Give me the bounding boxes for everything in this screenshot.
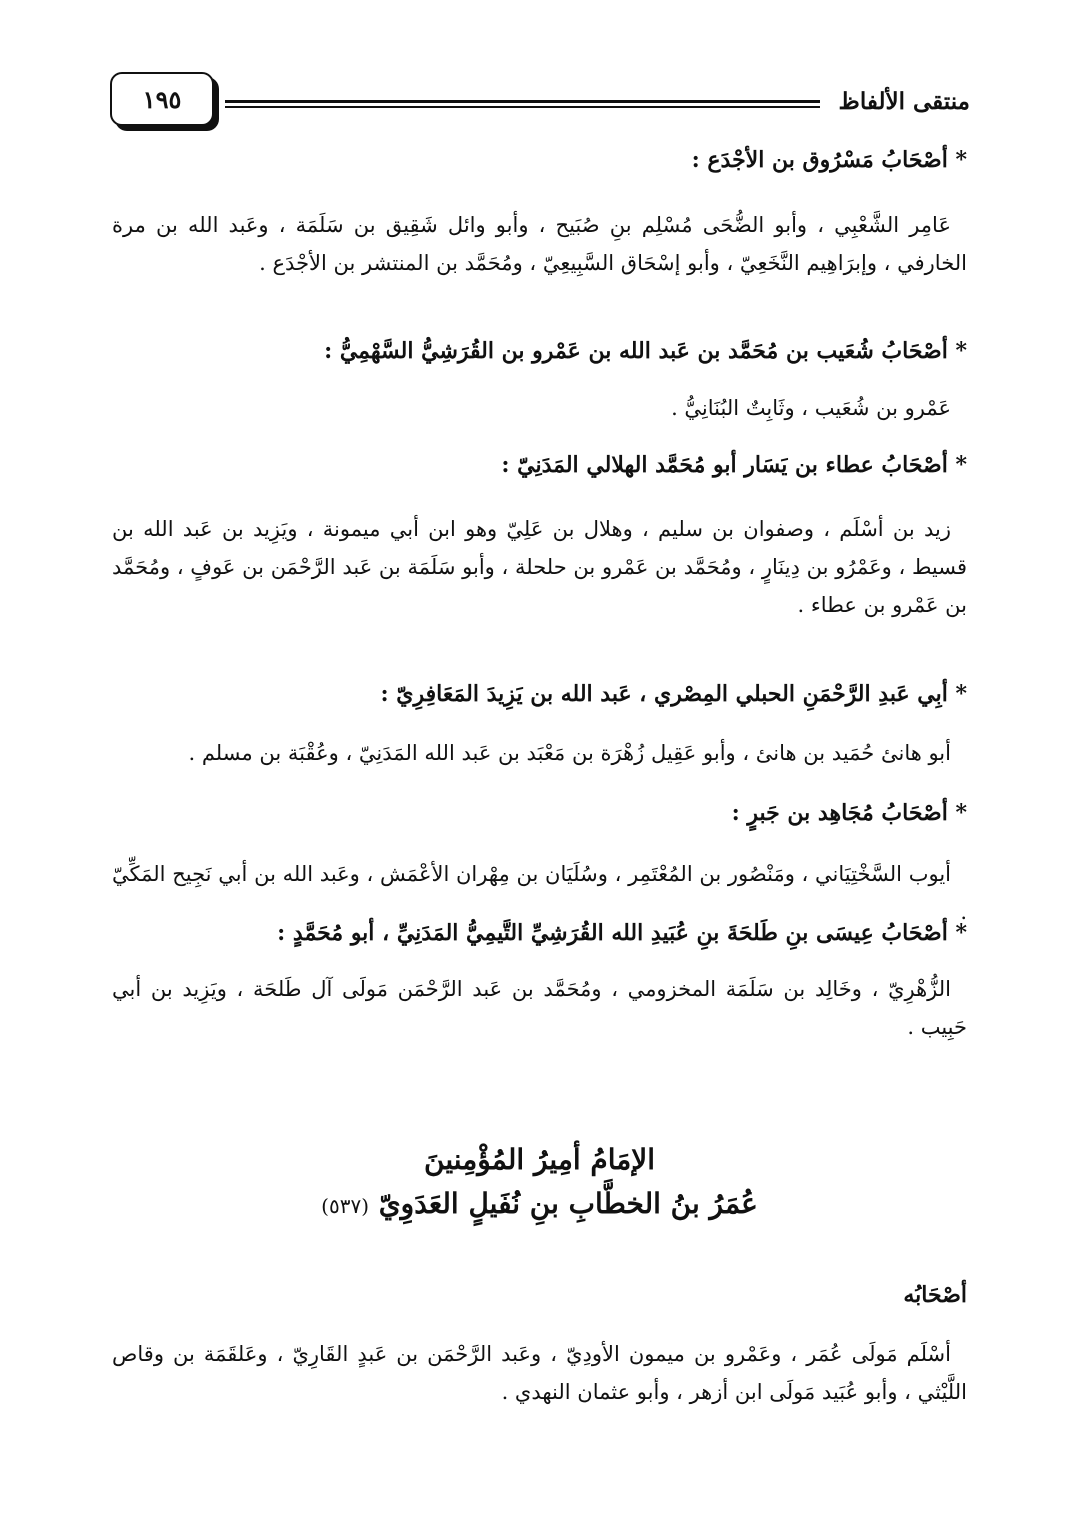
title-number: (٥٣٧) <box>321 1194 369 1218</box>
section-paragraph: أسْلَم مَولَى عُمَر ، وعَمْرو بن ميمون الأودِيّ ، وعَبد الرَّحْمَن بن عَبدٍ القَارِيّ ، وعَلقَمَة بن وقاص اللَّيْثي ، وأبو عُبَيد مَولَى ابن أزهر ، وأبو عثمان النهدي . <box>112 1342 967 1404</box>
section-paragraph: زيد بن أسْلَم ، وصفوان بن سليم ، وهلال بن عَلِيّ وهو ابن أبي ميمونة ، ويَزِيد بن عَبد الله بن قسيط ، وعَمْرُو بن دِينَارٍ ، ومُحَمَّد بن عَمْرو بن حلحلة ، وأبو سَلَمَة بن عَبد الرَّحْمَن بن عَوفٍ ، ومُحَمَّد بن عَمْرو بن عطاء . <box>112 517 967 617</box>
section-heading: * أبِي عَبدِ الرَّحْمَنِ الحبلي المِصْري ، عَبد الله بن يَزِيدَ المَعَافِرِيّ : <box>380 681 967 707</box>
page-number: ١٩٥ <box>110 72 214 126</box>
section-ata <box>112 447 967 483</box>
title-line-2 <box>112 1182 967 1228</box>
title-line-1: الإمَامُ أمِيرُ المُؤْمِنينَ <box>424 1143 655 1176</box>
section-paragraph: أبو هانئ حُمَيد بن هانئ ، وأبو عَقِيل زُهْرَة بن مَعْبَد بن عَبد الله المَدَنِيّ ، وعُقْبَة بن مسلم . <box>188 741 951 765</box>
section-heading: * أصْحَابُ شُعَيب بن مُحَمَّد بن عَبد الله بن عَمْرو بن القُرَشِيُّ السَّهْمِيُّ : <box>324 338 967 364</box>
section-shuayb <box>112 333 967 369</box>
section-paragraph: الزُّهْرِيّ ، وخَالِد بن سَلَمَة المخزومي ، ومُحَمَّد بن عَبد الرَّحْمَن مَولَى آل طَلحَة ، ويَزِيد بن أبي حَبِيب . <box>112 977 967 1039</box>
section-text <box>112 206 967 282</box>
section-heading: أصْحَابُه <box>903 1282 967 1308</box>
final-section <box>112 1277 967 1313</box>
section-text <box>112 1335 967 1411</box>
section-text <box>112 389 967 427</box>
section-text <box>112 970 967 1046</box>
chapter-title <box>112 1138 967 1228</box>
running-title: منتقى الألفاظ <box>838 88 970 115</box>
section-text <box>112 734 967 772</box>
section-isa <box>112 915 967 951</box>
section-masruq <box>112 142 967 178</box>
section-hubuli <box>112 676 967 712</box>
section-text <box>112 510 967 624</box>
section-heading: * أصْحَابُ مُجَاهِد بن جَبرٍ : <box>731 800 967 826</box>
header-rule <box>225 100 820 108</box>
section-paragraph: عَامِر الشَّعْبِي ، وأبو الضُّحَى مُسْلِم بنِ صُبَيح ، وأبو وائل شَقِيق بن سَلَمَة ، وعَبد الله بن مرة الخارفي ، وإبرَاهِيم النَّخَعِيّ ، وأبو إسْحَاق السَّبِيعِيّ ، ومُحَمَّد بن المنتشر بن الأجْدَع . <box>112 213 967 275</box>
section-paragraph: أيوب السَّخْتِيَاني ، ومَنْصُور بن المُعْتَمِر ، وسُلَيَان بن مِهْران الأعْمَش ، وعَبد الله بن أبي نَجِيح المَكِّيّ . <box>112 862 967 924</box>
page-header <box>110 72 970 128</box>
section-paragraph: عَمْرو بن شُعَيب ، وثَابِتٌ البُنَانِيُّ . <box>671 396 951 420</box>
section-heading: * أصْحَابُ عطاء بن يَسَار أبو مُحَمَّد الهلالي المَدَنِيّ : <box>501 452 967 478</box>
section-mujahid <box>112 795 967 831</box>
title-name: عُمَرُ بنُ الخطَّابِ بنِ نُفَيلٍ العَدَوِيّ <box>378 1187 758 1220</box>
section-heading: * أصْحَابُ عِيسَى بنِ طَلحَةَ بنِ عُبَيدِ الله القُرَشِيِّ التَّيمِيُّ المَدَنِيِّ ، أبو مُحَمَّدٍ : <box>277 920 967 946</box>
section-heading: * أصْحَابُ مَسْرُوق بن الأجْدَع : <box>691 147 967 173</box>
